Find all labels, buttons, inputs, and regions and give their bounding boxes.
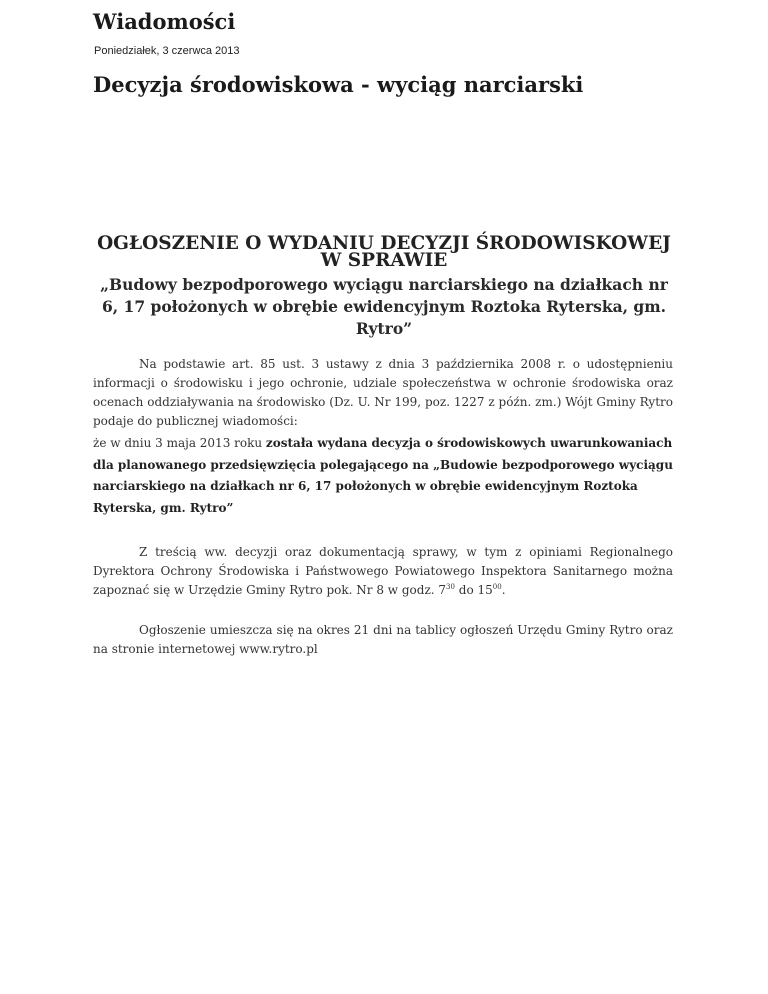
section-title: Wiadomości [93, 9, 236, 34]
documentation-text: Z treścią ww. decyzji oraz dokumentacją sprawy, w tym z opiniami Regionalnego Dyrektora Ochrony Środowiska i Państwowego Powiatowego Inspektora Sanitarnego można zapoznać się w Urzędzie Gminy Rytro pok. Nr 8 w godz. 7 [93, 545, 673, 597]
article-title: Decyzja środowiskowa - wyciąg narciarski [93, 72, 584, 97]
time-from-minutes: 30 [446, 583, 455, 591]
legal-basis-paragraph [93, 355, 673, 431]
decision-bold-text: została wydana decyzja o środowiskowych uwarunkowaniach dla planowanego przedsięwzięcia polegającego na „Budowie bezpodporowego wyciągu narciarskiego na działkach nr 6, 17 położonych w obrębie ewidencyjnym Roztoka Ryterska, gm. Rytro” [93, 436, 673, 515]
announcement-text: Ogłoszenie umieszcza się na okres 21 dni na tablicy ogłoszeń Urzędu Gminy Rytro oraz na stronie internetowej www.rytro.pl [93, 623, 673, 656]
publish-date: Poniedziałek, 3 czerwca 2013 [94, 45, 240, 57]
announcement-paragraph [93, 621, 673, 659]
documentation-end: . [501, 583, 506, 597]
time-to-minutes: 00 [492, 583, 502, 591]
notice-heading: OGŁOSZENIE O WYDANIU DECYZJI ŚRODOWISKOWEJ W SPRAWIE [97, 233, 671, 271]
documentation-paragraph [93, 543, 673, 600]
documentation-mid: do 15 [454, 583, 493, 597]
decision-paragraph [93, 433, 673, 519]
decision-intro: że w dniu 3 maja 2013 roku [93, 436, 266, 450]
legal-basis-text: Na podstawie art. 85 ust. 3 ustawy z dnia 3 października 2008 r. o udostępnieniu informacji o środowisku i jego ochronie, udziale społeczeństwa w ochronie środowiska oraz ocenach oddziaływania na środowisko (Dz. U. Nr 199, poz. 1227 z późn. zm.) Wójt Gminy Rytro podaje do publicznej wiadomości: [93, 357, 673, 428]
notice-subject: „Budowy bezpodporowego wyciągu narciarskiego na działkach nr 6, 17 położonych w obrębie ewidencyjnym Roztoka Ryterska, gm. Rytro” [100, 275, 668, 338]
